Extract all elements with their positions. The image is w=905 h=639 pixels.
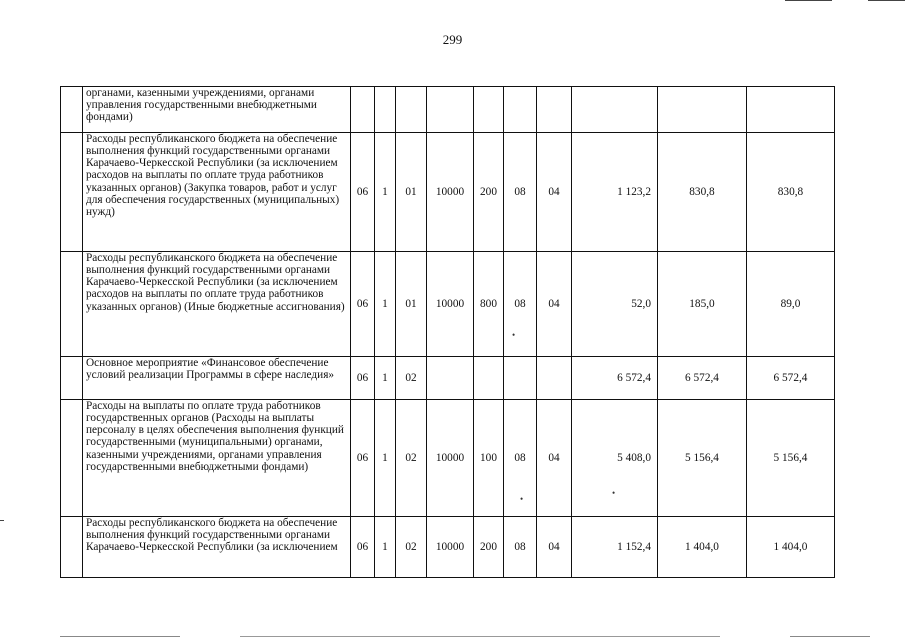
cell-subsection xyxy=(537,87,572,133)
cell-subsection: 04 xyxy=(537,517,572,578)
table-row xyxy=(61,252,835,357)
cell-subprogram: 1 xyxy=(375,357,396,400)
scan-speck: • xyxy=(520,494,524,504)
cell-section: 08 xyxy=(504,133,537,252)
cell-amount-year-1: 1 152,4 xyxy=(572,517,658,578)
row-description: Расходы республиканского бюджета на обеспечение выполнения функций государственными органами Карачаево-Черкесской Республики (за исключением расходов на выплаты по оплате труда работников указанных органов) (Закупка товаров, работ и услуг для обеспечения государственных (муниципальных) нужд) xyxy=(83,133,351,252)
cell-activity xyxy=(396,87,427,133)
scan-edge-line-top-right-2 xyxy=(868,0,905,1)
cell-amount-year-2: 6 572,4 xyxy=(658,357,747,400)
table-row xyxy=(61,357,835,400)
cell-subprogram: 1 xyxy=(375,400,396,517)
cell-expense-type: 100 xyxy=(474,400,504,517)
cell-expense-type: 800 xyxy=(474,252,504,357)
cell-amount-year-2: 1 404,0 xyxy=(658,517,747,578)
cell-amount-year-1: 1 123,2 xyxy=(572,133,658,252)
cell-subsection: 04 xyxy=(537,400,572,517)
cell-subprogram: 1 xyxy=(375,517,396,578)
cell-subprogram: 1 xyxy=(375,252,396,357)
cell-section xyxy=(504,357,537,400)
cell-program: 06 xyxy=(351,357,375,400)
page-number: 299 xyxy=(442,32,463,47)
scan-edge-line-bottom xyxy=(240,636,720,637)
cell-activity: 01 xyxy=(396,252,427,357)
cell-amount-year-3: 830,8 xyxy=(747,133,835,252)
cell-amount-year-3: 6 572,4 xyxy=(747,357,835,400)
scan-edge-line-bottom-left xyxy=(60,636,180,637)
cell-subprogram xyxy=(375,87,396,133)
cell-section xyxy=(504,87,537,133)
cell-amount-year-1: 52,0 xyxy=(572,252,658,357)
scan-speck: • xyxy=(512,330,516,340)
cell-activity: 02 xyxy=(396,517,427,578)
cell-activity: 01 xyxy=(396,133,427,252)
cell-amount-year-3: 5 156,4 xyxy=(747,400,835,517)
table-row xyxy=(61,517,835,578)
cell-direction: 10000 xyxy=(427,133,474,252)
cell-program xyxy=(351,87,375,133)
cell-amount-year-2: 5 156,4 xyxy=(658,400,747,517)
cell-expense-type: 200 xyxy=(474,517,504,578)
row-description: Расходы республиканского бюджета на обеспечение выполнения функций государственными органами Карачаево-Черкесской Республики (за исключением xyxy=(83,517,351,578)
row-marker-cell xyxy=(61,400,83,517)
table-row xyxy=(61,133,835,252)
cell-program: 06 xyxy=(351,517,375,578)
scan-edge-line-left xyxy=(0,520,4,521)
cell-expense-type: 200 xyxy=(474,133,504,252)
budget-table xyxy=(60,86,835,578)
cell-amount-year-1: 6 572,4 xyxy=(572,357,658,400)
cell-activity: 02 xyxy=(396,400,427,517)
row-marker-cell xyxy=(61,133,83,252)
row-description: Расходы на выплаты по оплате труда работников государственных органов (Расходы на выплаты персоналу в целях обеспечения выполнения функций государственными (муниципальными) органами, казенными учреждениями, органами управления государственными внебюджетными фондами) xyxy=(83,400,351,517)
cell-expense-type xyxy=(474,357,504,400)
cell-subsection: 04 xyxy=(537,252,572,357)
cell-section: 08 xyxy=(504,517,537,578)
cell-subsection xyxy=(537,357,572,400)
cell-amount-year-3: 1 404,0 xyxy=(747,517,835,578)
row-marker-cell xyxy=(61,517,83,578)
cell-amount-year-2: 830,8 xyxy=(658,133,747,252)
scan-edge-line-top-right xyxy=(785,0,832,1)
cell-expense-type xyxy=(474,87,504,133)
cell-direction xyxy=(427,87,474,133)
table-row xyxy=(61,400,835,517)
cell-section: 08 xyxy=(504,400,537,517)
row-description: органами, казенными учреждениями, органами управления государственными внебюджетными фондами) xyxy=(83,87,351,133)
scan-speck: • xyxy=(612,488,616,498)
cell-direction: 10000 xyxy=(427,517,474,578)
row-marker-cell xyxy=(61,87,83,133)
cell-direction: 10000 xyxy=(427,400,474,517)
row-marker-cell xyxy=(61,357,83,400)
table-row xyxy=(61,87,835,133)
cell-program: 06 xyxy=(351,133,375,252)
cell-amount-year-1 xyxy=(572,87,658,133)
cell-program: 06 xyxy=(351,400,375,517)
cell-subsection: 04 xyxy=(537,133,572,252)
cell-subprogram: 1 xyxy=(375,133,396,252)
scan-edge-line-bottom-right xyxy=(790,636,870,637)
row-description: Расходы республиканского бюджета на обеспечение выполнения функций государственными органами Карачаево-Черкесской Республики (за исключением расходов на выплаты по оплате труда работников указанных органов) (Иные бюджетные ассигнования) xyxy=(83,252,351,357)
row-marker-cell xyxy=(61,252,83,357)
cell-activity: 02 xyxy=(396,357,427,400)
cell-direction: 10000 xyxy=(427,252,474,357)
cell-amount-year-2: 185,0 xyxy=(658,252,747,357)
cell-amount-year-2 xyxy=(658,87,747,133)
cell-amount-year-3: 89,0 xyxy=(747,252,835,357)
cell-amount-year-3 xyxy=(747,87,835,133)
cell-program: 06 xyxy=(351,252,375,357)
cell-amount-year-1: 5 408,0 xyxy=(572,400,658,517)
row-description: Основное мероприятие «Финансовое обеспечение условий реализации Программы в сфере наследия» xyxy=(83,357,351,400)
cell-direction xyxy=(427,357,474,400)
cell-section: 08 xyxy=(504,252,537,357)
